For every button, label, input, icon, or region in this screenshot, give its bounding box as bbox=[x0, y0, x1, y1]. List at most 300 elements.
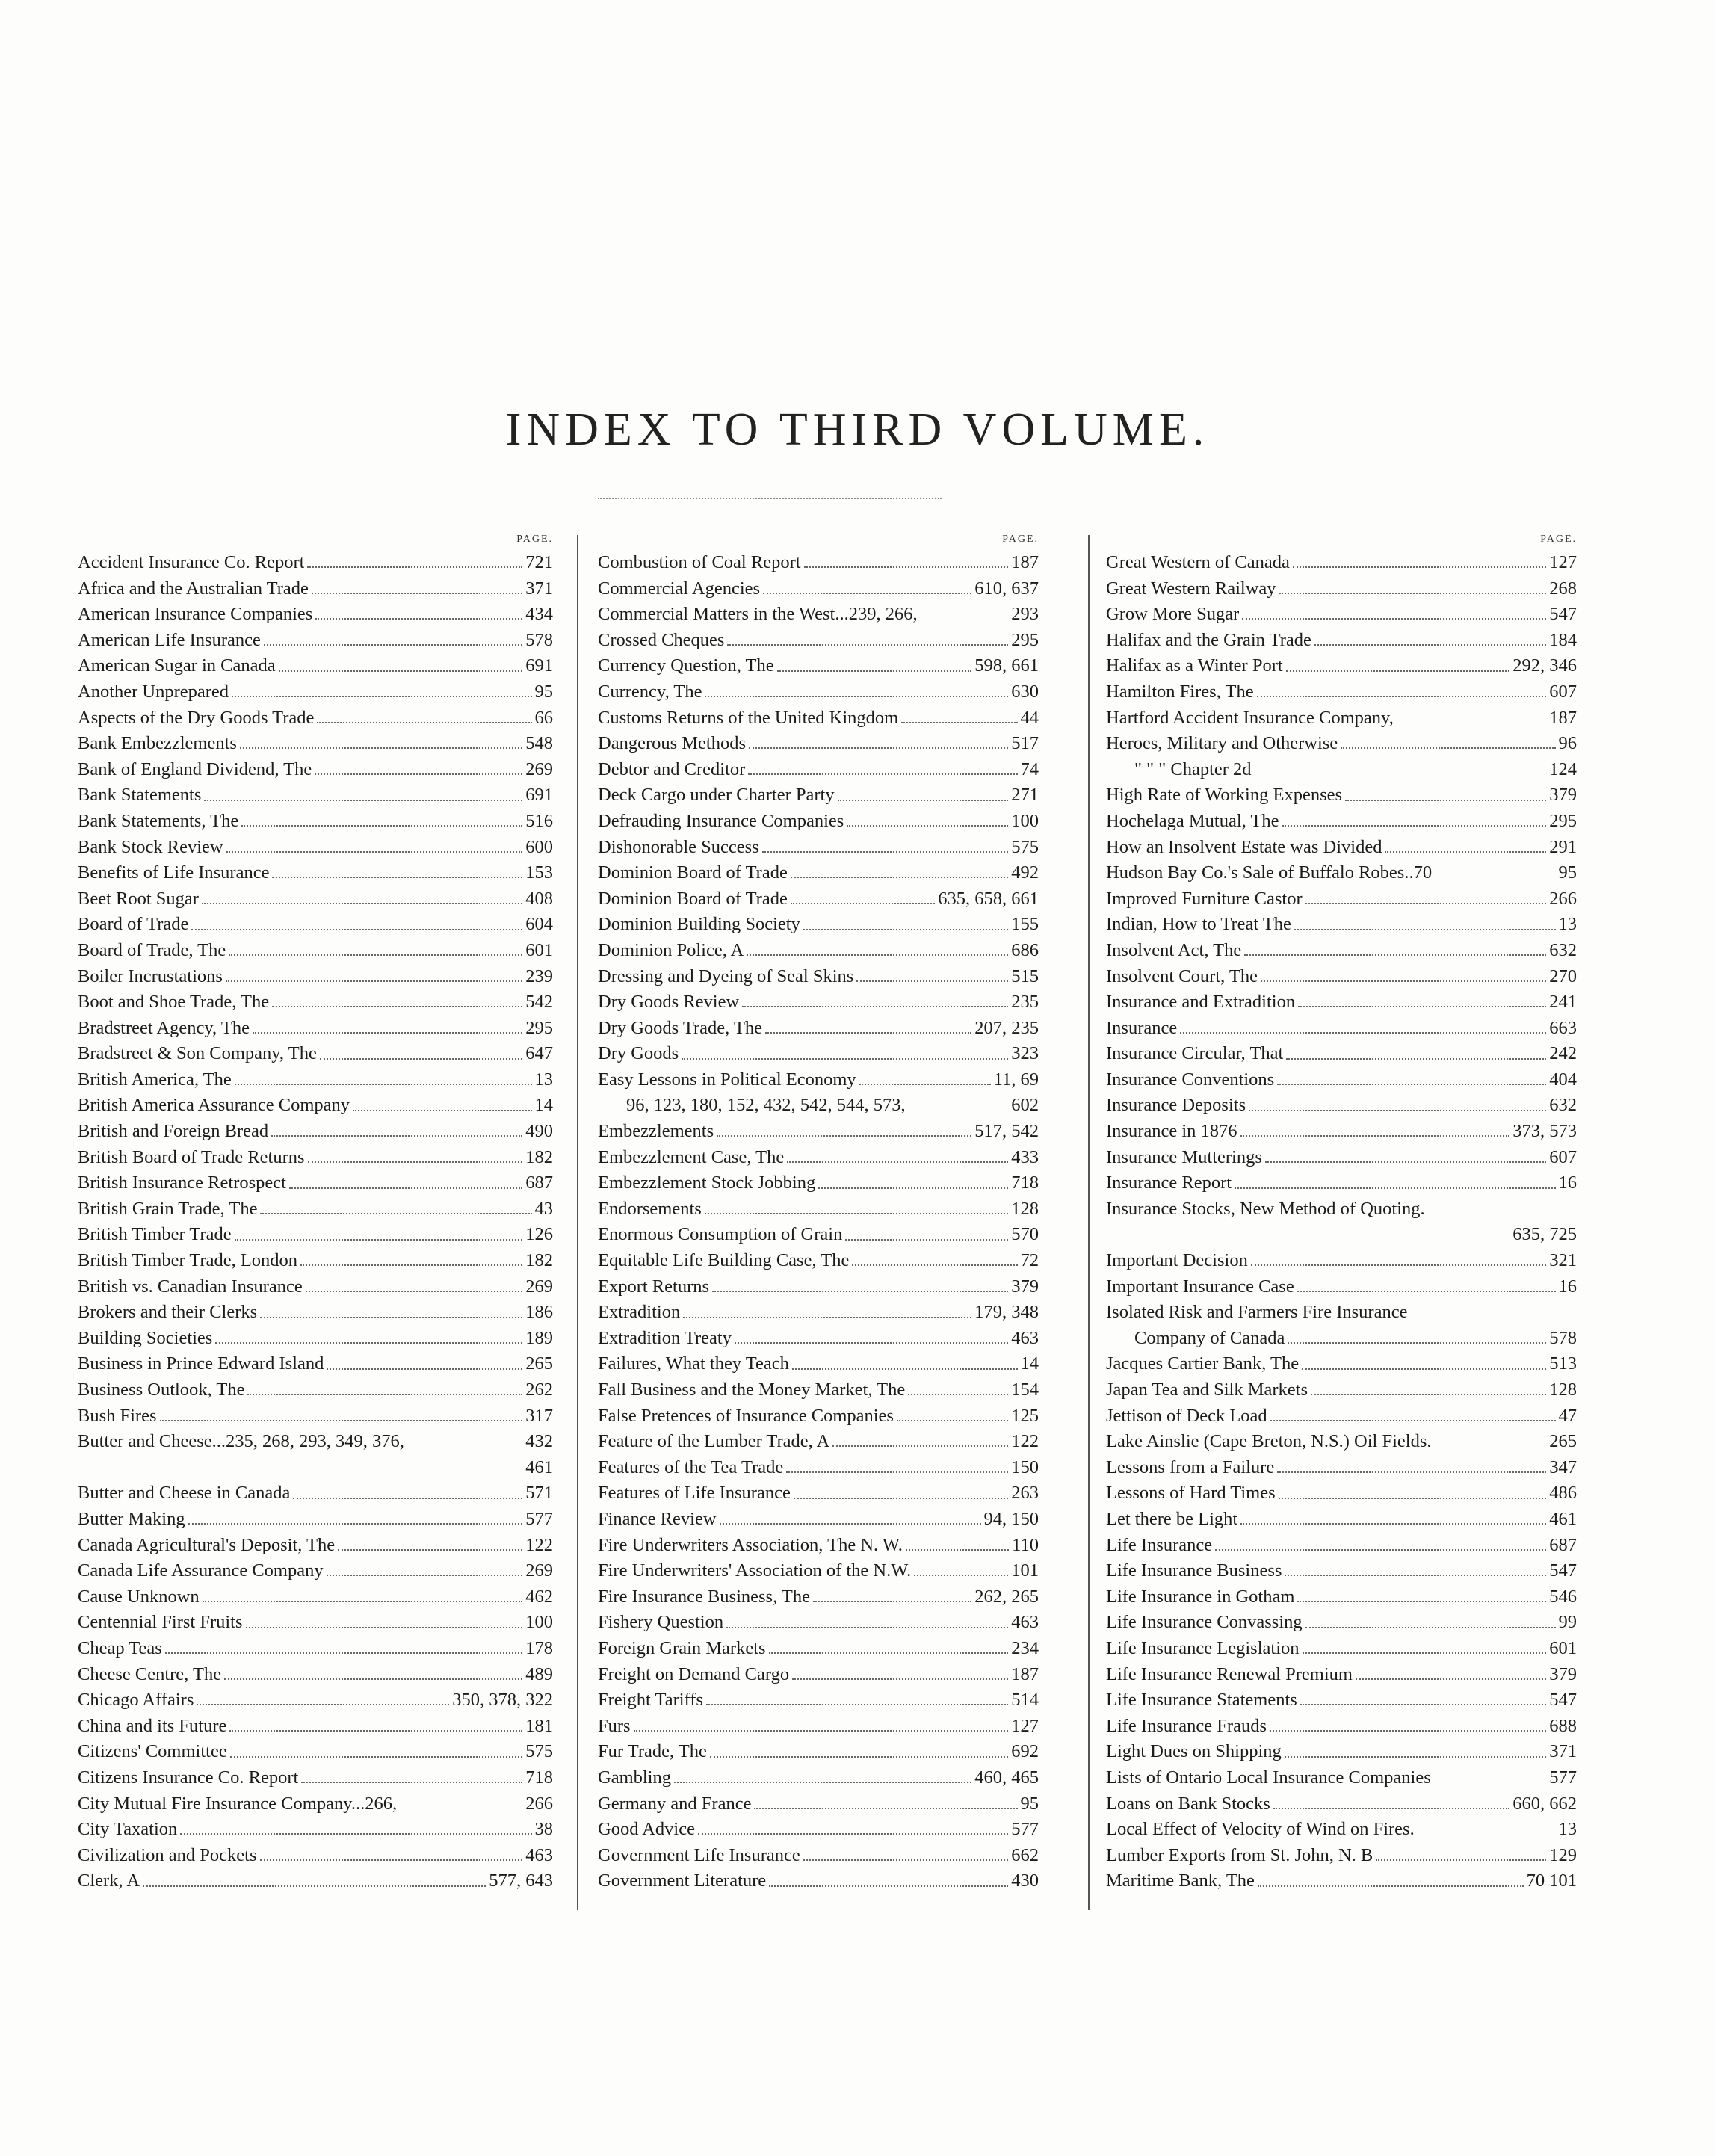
dot-leader bbox=[674, 1782, 971, 1783]
entry-page-numbers: 514 bbox=[1011, 1690, 1039, 1711]
entry-title: Cause Unknown bbox=[78, 1586, 200, 1607]
index-entry bbox=[1106, 1507, 1577, 1533]
dot-leader bbox=[838, 800, 1009, 801]
index-entry bbox=[78, 1687, 553, 1714]
entry-page-numbers: 321 bbox=[1549, 1250, 1577, 1271]
entry-title: Light Dues on Shipping bbox=[1106, 1741, 1282, 1762]
entry-page-numbers: 187 bbox=[1011, 1664, 1039, 1684]
entry-title: " " " Chapter 2d bbox=[1134, 759, 1252, 779]
index-entry bbox=[598, 1351, 1039, 1377]
index-entry bbox=[598, 1248, 1039, 1274]
entry-title: Life Insurance Business bbox=[1106, 1560, 1282, 1581]
entry-title: Board of Trade, The bbox=[78, 939, 226, 960]
entry-title: Lake Ainslie (Cape Breton, N.S.) Oil Fields. bbox=[1106, 1431, 1432, 1452]
entry-title: Chicago Affairs bbox=[78, 1690, 194, 1711]
index-column-1 bbox=[78, 529, 553, 1894]
dot-leader bbox=[1294, 929, 1556, 930]
index-entry bbox=[1106, 1843, 1577, 1869]
entry-title: Failures, What they Teach bbox=[598, 1353, 789, 1374]
entry-page-numbers: 70 101 bbox=[1526, 1871, 1577, 1891]
entry-title: Extradition Treaty bbox=[598, 1327, 732, 1348]
index-entry bbox=[598, 705, 1039, 732]
dot-leader bbox=[253, 1032, 522, 1034]
dot-leader bbox=[293, 1498, 522, 1499]
entry-title: Bank Statements, The bbox=[78, 810, 239, 831]
entry-page-numbers: 47 bbox=[1558, 1405, 1577, 1426]
entry-page-numbers: 128 bbox=[1011, 1198, 1039, 1219]
entry-page-numbers: 129 bbox=[1549, 1844, 1577, 1865]
entry-page-numbers: 125 bbox=[1011, 1405, 1039, 1426]
index-entry bbox=[598, 1662, 1039, 1688]
index-entry bbox=[78, 1248, 553, 1274]
dot-leader bbox=[856, 980, 1008, 982]
entry-page-numbers: 577 bbox=[1011, 1819, 1039, 1840]
index-entry bbox=[78, 1662, 553, 1688]
index-entry bbox=[598, 1119, 1039, 1145]
dot-leader bbox=[1356, 1678, 1546, 1680]
entry-page-numbers: 127 bbox=[1549, 552, 1577, 572]
entry-page-numbers: 598, 661 bbox=[974, 655, 1039, 676]
entry-page-numbers: 601 bbox=[525, 939, 553, 960]
entry-title: Life Insurance Renewal Premium bbox=[1106, 1664, 1353, 1684]
entry-title: Embezzlement Stock Jobbing bbox=[598, 1173, 816, 1193]
index-entry bbox=[78, 1817, 553, 1843]
entry-page-numbers: 126 bbox=[525, 1224, 553, 1245]
entry-page-numbers: 99 bbox=[1558, 1612, 1577, 1633]
entry-title: Improved Furniture Castor bbox=[1106, 888, 1303, 909]
dot-leader bbox=[1180, 1032, 1546, 1034]
entry-title: British Insurance Retrospect bbox=[78, 1173, 286, 1193]
index-entry bbox=[1106, 1248, 1577, 1274]
page-column-header: PAGE. bbox=[1002, 534, 1039, 545]
entry-title: Africa and the Australian Trade bbox=[78, 578, 309, 599]
index-entry bbox=[1106, 550, 1577, 576]
dot-leader bbox=[272, 1006, 522, 1007]
index-entry bbox=[78, 938, 553, 964]
entry-title: Life Insurance Statements bbox=[1106, 1690, 1297, 1711]
entry-page-numbers: 323 bbox=[1011, 1043, 1039, 1064]
dot-leader bbox=[705, 1213, 1008, 1214]
dot-leader bbox=[203, 1601, 523, 1602]
entry-title: Butter and Cheese...235, 268, 293, 349, 376, bbox=[78, 1431, 404, 1452]
dot-leader bbox=[1345, 800, 1546, 801]
entry-title: Insolvent Court, The bbox=[1106, 966, 1258, 986]
entry-title: Government Life Insurance bbox=[598, 1844, 800, 1865]
entry-page-numbers: 660, 662 bbox=[1512, 1793, 1577, 1814]
dot-leader bbox=[165, 1652, 522, 1654]
dot-leader bbox=[1305, 1627, 1556, 1628]
dot-leader bbox=[226, 980, 522, 982]
index-entry bbox=[1106, 576, 1577, 602]
entry-title: Feature of the Lumber Trade, A bbox=[598, 1431, 830, 1452]
entry-page-numbers: 547 bbox=[1549, 1560, 1577, 1581]
index-entry bbox=[598, 1041, 1039, 1067]
index-entry bbox=[598, 1480, 1039, 1507]
entry-title: Bank Statements bbox=[78, 785, 202, 806]
dot-leader bbox=[712, 1291, 1008, 1292]
index-entry bbox=[1106, 886, 1577, 912]
entry-title: Fire Underwriters' Association of the N.W. bbox=[598, 1560, 912, 1581]
entry-title: Good Advice bbox=[598, 1819, 695, 1840]
index-entry bbox=[78, 1016, 553, 1042]
entry-page-numbers: 124 bbox=[1549, 759, 1577, 779]
index-entry bbox=[598, 912, 1039, 938]
dot-leader bbox=[315, 618, 522, 620]
index-entry bbox=[78, 1533, 553, 1559]
entry-title: Bradstreet & Son Company, The bbox=[78, 1043, 317, 1064]
entry-title: Clerk, A bbox=[78, 1871, 140, 1891]
index-entry bbox=[1106, 1093, 1577, 1119]
index-columns bbox=[0, 529, 1715, 1919]
entry-page-numbers: 463 bbox=[525, 1844, 553, 1865]
dot-leader bbox=[742, 1006, 1008, 1007]
index-entry bbox=[598, 679, 1039, 705]
entry-page-numbers: 14 bbox=[534, 1095, 553, 1116]
entry-title: Life Insurance Convassing bbox=[1106, 1612, 1303, 1633]
entry-page-numbers: 577 bbox=[525, 1508, 553, 1529]
entry-page-numbers: 271 bbox=[1011, 785, 1039, 806]
dot-leader bbox=[260, 1859, 523, 1861]
entry-page-numbers: 632 bbox=[1549, 1095, 1577, 1116]
entry-page-numbers: 542 bbox=[525, 992, 553, 1013]
entry-title: Life Insurance bbox=[1106, 1534, 1213, 1555]
entry-page-numbers: 607 bbox=[1549, 681, 1577, 702]
dot-leader bbox=[901, 722, 1017, 723]
entry-page-numbers: 687 bbox=[525, 1173, 553, 1193]
entry-page-numbers: 16 bbox=[1558, 1276, 1577, 1297]
entry-page-numbers: 189 bbox=[525, 1327, 553, 1348]
index-entry bbox=[78, 679, 553, 705]
entry-page-numbers: 575 bbox=[1011, 836, 1039, 857]
entry-title: British Grain Trade, The bbox=[78, 1198, 258, 1219]
index-entry bbox=[1106, 1274, 1577, 1300]
entry-page-numbers: 688 bbox=[1549, 1715, 1577, 1736]
dot-leader bbox=[791, 903, 935, 904]
index-entry bbox=[598, 1067, 1039, 1093]
dot-leader bbox=[1249, 1110, 1546, 1111]
entry-title: Another Unprepared bbox=[78, 681, 229, 702]
entry-title: Currency Question, The bbox=[598, 655, 774, 676]
entry-page-numbers: 155 bbox=[1011, 914, 1039, 935]
entry-page-numbers: 691 bbox=[525, 785, 553, 806]
entry-page-numbers: 96 bbox=[1558, 733, 1577, 754]
index-entry bbox=[1106, 1558, 1577, 1584]
entry-title: Business in Prince Edward Island bbox=[78, 1353, 324, 1374]
entry-title: British America Assurance Company bbox=[78, 1095, 350, 1116]
entry-title: Insurance Stocks, New Method of Quoting. bbox=[1106, 1198, 1425, 1219]
entry-title: Combustion of Coal Report bbox=[598, 552, 801, 572]
index-entry bbox=[598, 1791, 1039, 1817]
entry-page-numbers: 181 bbox=[525, 1715, 553, 1736]
entry-page-numbers: 265 bbox=[1549, 1431, 1577, 1452]
entry-title: Important Decision bbox=[1106, 1250, 1248, 1271]
entry-title: Furs bbox=[598, 1715, 631, 1736]
entry-page-numbers: 94, 150 bbox=[983, 1508, 1039, 1529]
entry-page-numbers: 687 bbox=[1549, 1534, 1577, 1555]
entry-title: Jacques Cartier Bank, The bbox=[1106, 1353, 1300, 1374]
index-entry bbox=[598, 1868, 1039, 1894]
entry-page-numbers: 241 bbox=[1549, 992, 1577, 1013]
index-entry bbox=[78, 1429, 553, 1455]
entry-title: Company of Canada bbox=[1134, 1327, 1285, 1348]
index-entry bbox=[1106, 1687, 1577, 1714]
index-entry bbox=[1106, 1300, 1577, 1326]
entry-page-numbers: 577 bbox=[1549, 1767, 1577, 1788]
index-entry bbox=[1106, 1765, 1577, 1791]
dot-leader bbox=[204, 800, 522, 801]
entry-page-numbers: 578 bbox=[1549, 1327, 1577, 1348]
entry-page-numbers: 718 bbox=[525, 1767, 553, 1788]
dot-leader bbox=[197, 1704, 449, 1705]
entry-title: British vs. Canadian Insurance bbox=[78, 1276, 303, 1297]
index-entry bbox=[78, 1739, 553, 1765]
entry-title: Butter Making bbox=[78, 1508, 185, 1529]
dot-leader bbox=[765, 1032, 971, 1034]
dot-leader bbox=[240, 747, 522, 749]
entry-title: Easy Lessons in Political Economy bbox=[598, 1069, 856, 1090]
dot-leader bbox=[710, 1756, 1008, 1758]
entry-page-numbers: 16 bbox=[1558, 1173, 1577, 1193]
entry-page-numbers: 295 bbox=[1549, 810, 1577, 831]
index-entry bbox=[78, 1196, 553, 1223]
entry-page-numbers: 265 bbox=[525, 1353, 553, 1374]
index-entry bbox=[598, 860, 1039, 886]
entry-title: Deck Cargo under Charter Party bbox=[598, 785, 835, 806]
dot-leader bbox=[1242, 618, 1546, 620]
index-entry bbox=[78, 550, 553, 576]
entry-page-numbers: 179, 348 bbox=[974, 1302, 1039, 1323]
entry-page-numbers: 647 bbox=[525, 1043, 553, 1064]
dot-leader bbox=[908, 1394, 1008, 1395]
entry-page-numbers: 262 bbox=[525, 1380, 553, 1400]
entry-page-numbers: 235 bbox=[1011, 992, 1039, 1013]
entry-title: Fishery Question bbox=[598, 1612, 724, 1633]
index-entry bbox=[78, 1558, 553, 1584]
entry-title: Centennial First Fruits bbox=[78, 1612, 243, 1633]
entry-title: Dominion Board of Trade bbox=[598, 888, 788, 909]
entry-title: Canada Life Assurance Company bbox=[78, 1560, 324, 1581]
entry-page-numbers: 182 bbox=[525, 1146, 553, 1167]
entry-page-numbers: 635, 658, 661 bbox=[938, 888, 1039, 909]
index-entry bbox=[1106, 1119, 1577, 1145]
index-entry bbox=[598, 1455, 1039, 1481]
entry-title: Boiler Incrustations bbox=[78, 966, 223, 986]
dot-leader bbox=[1341, 747, 1555, 749]
dot-leader bbox=[748, 773, 1017, 775]
dot-leader bbox=[769, 1885, 1008, 1887]
index-entry bbox=[598, 576, 1039, 602]
entry-page-numbers: 571 bbox=[525, 1483, 553, 1504]
dot-leader bbox=[272, 877, 522, 878]
entry-page-numbers: 371 bbox=[1549, 1741, 1577, 1762]
entry-title: Freight on Demand Cargo bbox=[598, 1664, 790, 1684]
entry-title: Accident Insurance Co. Report bbox=[78, 552, 305, 572]
entry-title: Dishonorable Success bbox=[598, 836, 759, 857]
entry-title: Canada Agricultural's Deposit, The bbox=[78, 1534, 336, 1555]
dot-leader bbox=[338, 1549, 522, 1551]
dot-leader bbox=[762, 851, 1009, 853]
index-entry bbox=[1106, 1377, 1577, 1403]
entry-page-numbers: 295 bbox=[525, 1017, 553, 1038]
entry-page-numbers: 379 bbox=[1549, 1664, 1577, 1684]
entry-title: Fur Trade, The bbox=[598, 1741, 707, 1762]
index-entry bbox=[598, 602, 1039, 628]
dot-leader bbox=[747, 954, 1008, 956]
entry-title: Cheap Teas bbox=[78, 1637, 162, 1658]
title-rule bbox=[598, 498, 942, 499]
dot-leader bbox=[1277, 1084, 1546, 1085]
entry-page-numbers: 635, 725 bbox=[1512, 1224, 1577, 1245]
entry-title: Bush Fires bbox=[78, 1405, 157, 1426]
entry-page-numbers: 379 bbox=[1549, 785, 1577, 806]
entry-title: Fire Underwriters Association, The N. W. bbox=[598, 1534, 903, 1555]
entry-title: Dry Goods Review bbox=[598, 992, 740, 1013]
dot-leader bbox=[327, 1575, 523, 1576]
entry-page-numbers: 269 bbox=[525, 1560, 553, 1581]
entry-page-numbers: 371 bbox=[525, 578, 553, 599]
index-entry bbox=[78, 835, 553, 861]
entry-title: Business Outlook, The bbox=[78, 1380, 245, 1400]
entry-page-numbers: 432 bbox=[525, 1431, 553, 1452]
dot-leader bbox=[1257, 696, 1547, 697]
entry-title: Government Literature bbox=[598, 1871, 767, 1891]
index-entry-list bbox=[1106, 550, 1577, 1894]
entry-title: Lessons of Hard Times bbox=[1106, 1483, 1276, 1504]
index-entry bbox=[598, 938, 1039, 964]
entry-title: Insurance Deposits bbox=[1106, 1095, 1246, 1116]
entry-title: Crossed Cheques bbox=[598, 629, 725, 650]
entry-title: Bradstreet Agency, The bbox=[78, 1017, 250, 1038]
entry-title: Cheese Centre, The bbox=[78, 1664, 222, 1684]
dot-leader bbox=[1235, 1187, 1555, 1189]
index-entry bbox=[598, 1765, 1039, 1791]
index-entry bbox=[78, 1119, 553, 1145]
index-entry bbox=[78, 1455, 553, 1481]
entry-title: Board of Trade bbox=[78, 914, 189, 935]
entry-title: Extradition bbox=[598, 1302, 681, 1323]
entry-title: High Rate of Working Expenses bbox=[1106, 785, 1343, 806]
entry-title: Insurance Circular, That bbox=[1106, 1043, 1284, 1064]
dot-leader bbox=[682, 1058, 1008, 1060]
entry-page-numbers: 187 bbox=[1011, 552, 1039, 572]
index-entry bbox=[1106, 964, 1577, 990]
entry-page-numbers: 72 bbox=[1020, 1250, 1039, 1271]
dot-leader bbox=[1215, 1549, 1546, 1551]
entry-title: Finance Review bbox=[598, 1508, 717, 1529]
dot-leader bbox=[1303, 1652, 1547, 1654]
entry-page-numbers: 607 bbox=[1549, 1146, 1577, 1167]
dot-leader bbox=[1261, 980, 1546, 982]
entry-page-numbers: 11, 69 bbox=[993, 1069, 1039, 1090]
entry-title: Boot and Shoe Trade, The bbox=[78, 992, 270, 1013]
entry-title: False Pretences of Insurance Companies bbox=[598, 1405, 894, 1426]
index-entry bbox=[78, 1507, 553, 1533]
entry-title: Beet Root Sugar bbox=[78, 888, 199, 909]
entry-title: Fall Business and the Money Market, The bbox=[598, 1380, 906, 1400]
entry-page-numbers: 433 bbox=[1011, 1146, 1039, 1167]
entry-page-numbers: 262, 265 bbox=[974, 1586, 1039, 1607]
dot-leader bbox=[229, 1730, 522, 1732]
entry-page-numbers: 632 bbox=[1549, 939, 1577, 960]
entry-page-numbers: 516 bbox=[525, 810, 553, 831]
entry-page-numbers: 517, 542 bbox=[974, 1121, 1039, 1142]
dot-leader bbox=[1300, 1704, 1546, 1705]
entry-title: Indian, How to Treat The bbox=[1106, 914, 1291, 935]
entry-title: Hartford Accident Insurance Company, bbox=[1106, 707, 1394, 728]
index-entry bbox=[78, 1093, 553, 1119]
index-entry bbox=[1106, 1739, 1577, 1765]
entry-page-numbers: 546 bbox=[1549, 1586, 1577, 1607]
entry-title: Dominion Board of Trade bbox=[598, 862, 788, 883]
entry-title: Life Insurance Legislation bbox=[1106, 1637, 1300, 1658]
entry-page-numbers: 317 bbox=[525, 1405, 553, 1426]
entry-page-numbers: 182 bbox=[525, 1250, 553, 1271]
entry-title: Dry Goods bbox=[598, 1043, 679, 1064]
index-entry bbox=[78, 757, 553, 783]
index-entry bbox=[78, 912, 553, 938]
dot-leader bbox=[1298, 1006, 1546, 1007]
index-entry bbox=[1106, 809, 1577, 835]
entry-page-numbers: 293 bbox=[1011, 604, 1039, 625]
entry-title: Life Insurance Frauds bbox=[1106, 1715, 1267, 1736]
entry-title: Debtor and Creditor bbox=[598, 759, 746, 779]
entry-page-numbers: 721 bbox=[525, 552, 553, 572]
entry-page-numbers: 686 bbox=[1011, 939, 1039, 960]
index-entry bbox=[78, 860, 553, 886]
entry-title: American Sugar in Canada bbox=[78, 655, 276, 676]
dot-leader bbox=[803, 929, 1008, 930]
index-entry bbox=[78, 576, 553, 602]
index-entry bbox=[78, 1843, 553, 1869]
entry-title: Dominion Building Society bbox=[598, 914, 800, 935]
index-entry bbox=[1106, 1584, 1577, 1610]
index-entry bbox=[598, 1584, 1039, 1610]
dot-leader bbox=[1385, 851, 1546, 853]
page-column-header: PAGE. bbox=[1540, 534, 1577, 545]
entry-page-numbers: 266 bbox=[525, 1793, 553, 1814]
dot-leader bbox=[818, 1187, 1008, 1189]
entry-title: Dominion Police, A bbox=[598, 939, 744, 960]
index-entry bbox=[78, 1351, 553, 1377]
entry-title: Benefits of Life Insurance bbox=[78, 862, 270, 883]
index-entry bbox=[1106, 1791, 1577, 1817]
dot-leader bbox=[1293, 566, 1546, 568]
entry-page-numbers: 13 bbox=[1558, 914, 1577, 935]
entry-page-numbers: 486 bbox=[1549, 1483, 1577, 1504]
entry-page-numbers: 460, 465 bbox=[974, 1767, 1039, 1788]
entry-title: Insurance and Extradition bbox=[1106, 992, 1296, 1013]
dot-leader bbox=[230, 1756, 523, 1758]
index-entry bbox=[598, 1507, 1039, 1533]
dot-leader bbox=[735, 1342, 1008, 1344]
dot-leader bbox=[794, 1498, 1008, 1499]
dot-leader bbox=[786, 1471, 1008, 1473]
index-entry bbox=[598, 835, 1039, 861]
entry-page-numbers: 548 bbox=[525, 733, 553, 754]
entry-title: Loans on Bank Stocks bbox=[1106, 1793, 1270, 1814]
entry-title: Let there be Light bbox=[1106, 1508, 1238, 1529]
dot-leader bbox=[720, 1523, 981, 1525]
dot-leader bbox=[847, 825, 1008, 827]
entry-page-numbers: 663 bbox=[1549, 1017, 1577, 1038]
entry-page-numbers: 291 bbox=[1549, 836, 1577, 857]
index-entry bbox=[78, 1067, 553, 1093]
entry-title: Building Societies bbox=[78, 1327, 213, 1348]
index-entry bbox=[598, 1170, 1039, 1196]
index-entry bbox=[1106, 1145, 1577, 1171]
dot-leader bbox=[787, 1161, 1008, 1163]
entry-page-numbers: 463 bbox=[1011, 1612, 1039, 1633]
